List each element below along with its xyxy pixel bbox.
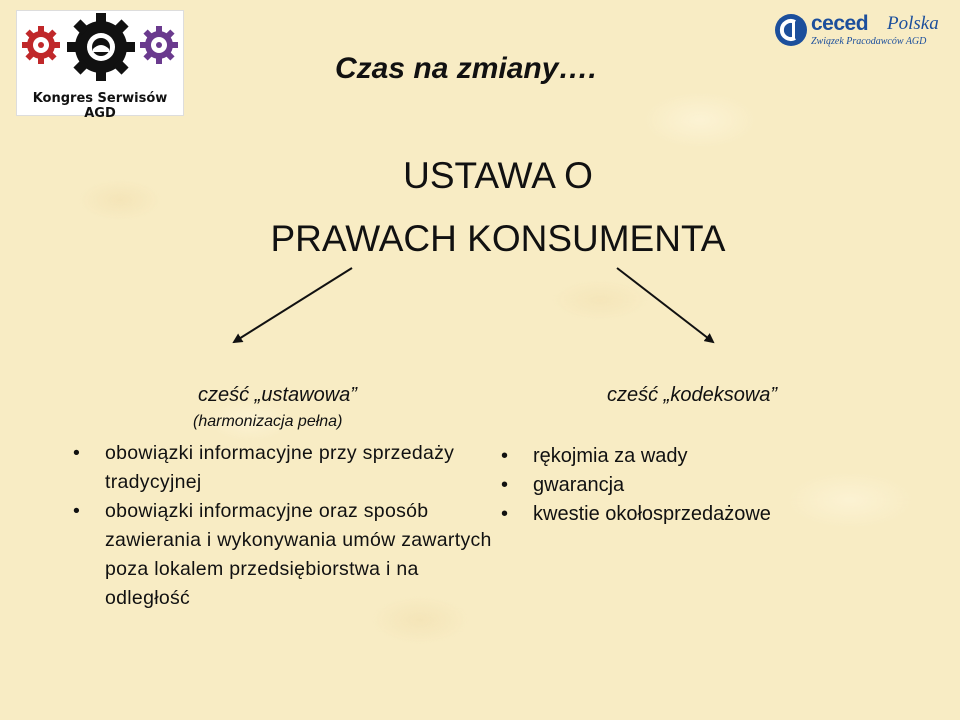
right-bullet-list — [501, 442, 933, 529]
left-part-sublabel: (harmonizacja pełna) — [193, 413, 343, 430]
list-item: • rękojmia za wady — [501, 445, 688, 467]
heading-line-1: USTAWA O — [403, 155, 593, 196]
ceced-subtitle: Związek Pracodawców AGD — [811, 36, 927, 47]
ceced-brand: ceced — [811, 12, 869, 35]
ceced-brand-country: Polska — [887, 13, 939, 34]
list-item: • gwarancja — [501, 474, 625, 496]
left-bullet-list — [73, 439, 505, 613]
right-part-label: cześć „kodeksowa” — [607, 384, 778, 406]
list-item: • obowiązki informacyjne oraz sposób zawierania i wykonywania umów zawartych poza lokalem przedsiębiorstwa i na odległość — [73, 500, 492, 609]
list-item: • obowiązki informacyjne przy sprzedaży tradycyjnej — [73, 442, 455, 493]
slide-title: Czas na zmiany…. — [335, 52, 597, 85]
list-item: • kwestie okołosprzedażowe — [501, 503, 771, 525]
kongres-logo-text: Kongres Serwisów AGD — [32, 91, 168, 121]
heading-line-2: PRAWACH KONSUMENTA — [270, 218, 726, 259]
arrow-left — [234, 268, 352, 342]
arrow-right — [617, 268, 713, 342]
left-part-label: cześć „ustawowa” — [198, 384, 357, 406]
